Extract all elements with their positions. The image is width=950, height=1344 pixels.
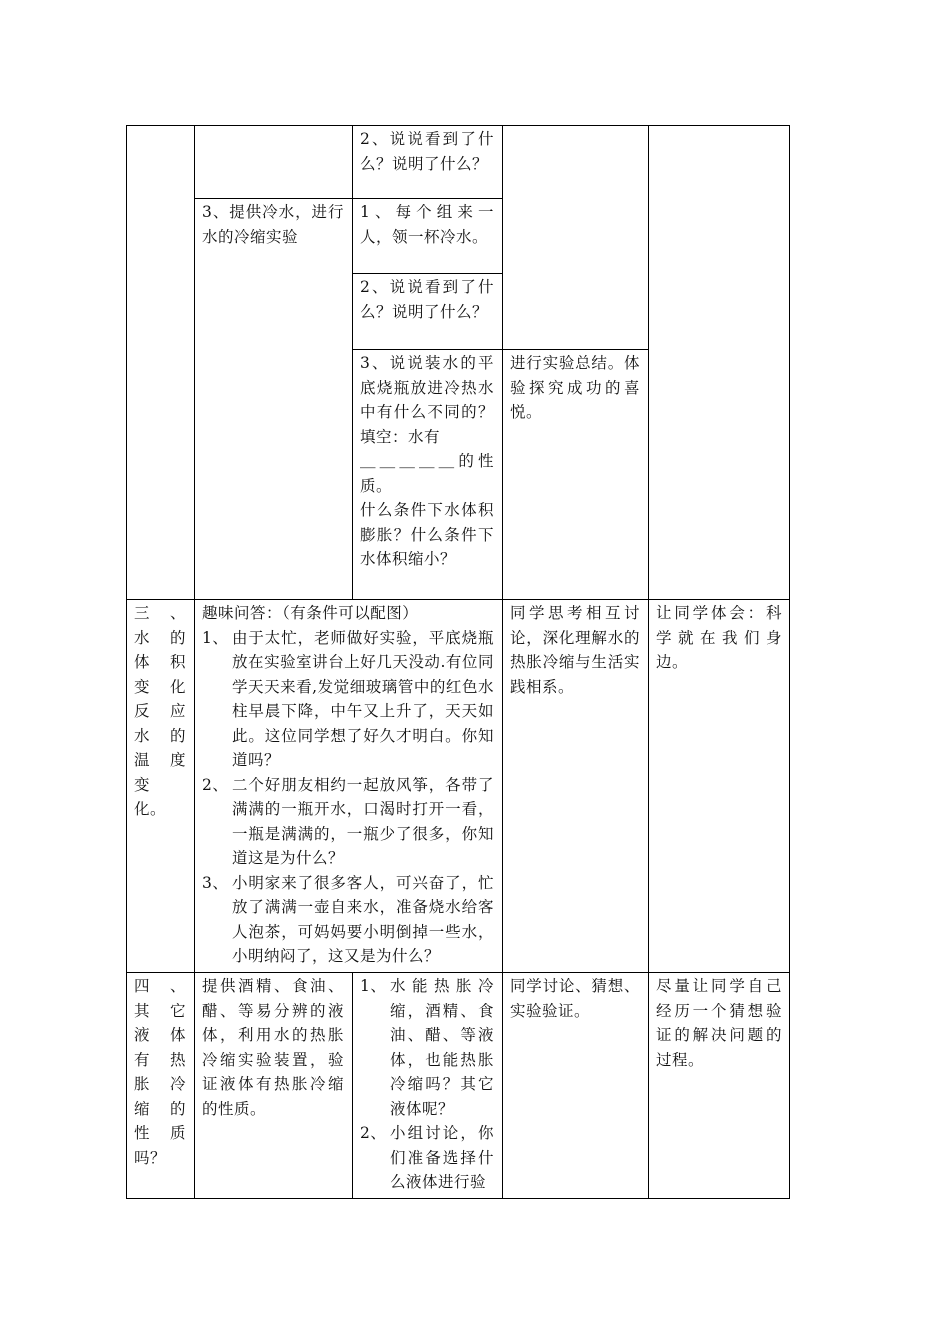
section-title-line: 液 体: [134, 1026, 186, 1044]
student-activity-look-2: [360, 275, 494, 324]
question-item: [202, 871, 494, 969]
student-guess-cell: [510, 974, 640, 1023]
teacher-liquids-text: 提供酒精、食油、醋、等易分辨的液体，利用水的热胀冷缩实验装置，验证液体有热胀冷缩的性质。: [202, 977, 344, 1118]
student-discussion-cell: [510, 601, 640, 699]
section-title-line: 吗？: [134, 1148, 167, 1167]
section-title-line: 三 、: [134, 604, 186, 622]
student-step-item: [360, 974, 494, 1121]
table-top-border: [126, 125, 790, 126]
section-title-line: 缩 的: [134, 1099, 186, 1118]
summary-text: 进行实验总结。体验探究成功的喜悦。: [510, 354, 640, 421]
step-text: 小组讨论，你们准备选择什么液体进行验: [390, 1124, 494, 1191]
row-divider: [194, 198, 502, 199]
question-text: 二个好朋友相约一起放风筝，各带了满满的一瓶开水，口渴时打开一看，一瓶是满满的，一瓶少了很多，你知道这是为什么？: [232, 775, 494, 867]
row-divider: [126, 972, 790, 973]
col-border: [126, 125, 127, 1199]
teacher-activity-cold-water: [202, 200, 344, 249]
section-title-line: 有 热: [134, 1050, 186, 1069]
section-title-line: 变: [134, 775, 151, 794]
student-activity-fetch-water: [360, 200, 494, 249]
student-liquids-cell: [360, 974, 494, 1195]
fun-questions-intro: 趣味问答：（有条件可以配图）: [202, 604, 419, 622]
section-title-line: 其 它: [134, 1001, 186, 1020]
question-text: 小明家来了很多客人，可兴奋了，忙放了满满一壶自来水，准备烧水给客人泡茶，可妈妈要小明倒掉一些水，小明纳闷了，这又是为什么？: [232, 873, 494, 965]
design-intent-text: 让同学体会：科学就在我们身边。: [656, 604, 782, 671]
step-number: 2、: [360, 1124, 387, 1142]
section-four-title: [134, 974, 186, 1170]
col-border: [352, 972, 353, 1199]
student-activity-text: 1、每个组来一人，领一杯冷水。: [360, 203, 494, 246]
question-item: [202, 626, 494, 773]
question-text: 由于太忙，老师做好实验，平底烧瓶放在实验室讲台上好几天没动.有位同学天天来看,发觉细玻璃管中的红色水柱早晨下降，中午又上升了，天天如此。这位同学想了好久才明白。你知道吗？: [232, 628, 494, 769]
section-title-line: 变 化: [134, 677, 186, 696]
student-activity-text: 2、说说看到了什么？说明了什么？: [360, 278, 494, 321]
row-divider: [126, 599, 790, 600]
section-title-line: 水 的: [134, 628, 186, 647]
student-step-item: [360, 1121, 494, 1195]
fun-questions-cell: [202, 601, 494, 969]
col-border: [648, 125, 649, 1199]
table-bottom-border: [126, 1198, 790, 1199]
student-activity-look: [360, 127, 494, 176]
summary-cell: [510, 351, 640, 425]
col-border: [194, 125, 195, 1199]
design-intent-cell: [656, 601, 782, 675]
col-border: [502, 125, 503, 1199]
teacher-liquids-cell: [202, 974, 344, 1121]
student-discussion-text: 同学思考相互讨论，深化理解水的热胀冷缩与生活实践相系。: [510, 604, 640, 696]
question-number: 1、: [202, 628, 229, 647]
section-title-line: 水 的: [134, 726, 186, 745]
step-number: 1、: [360, 977, 387, 995]
fill-blank-line: ＿＿＿＿＿的性质。: [360, 452, 494, 495]
section-title-line: 体 积: [134, 653, 186, 671]
section-title-line: 性 质: [134, 1124, 186, 1142]
student-activity-text: 3、说说装水的平底烧瓶放进冷热水中有什么不同的？填空：水有: [360, 354, 494, 446]
section-title-line: 化。: [134, 800, 167, 818]
student-activity-text: 2、说说看到了什么？说明了什么？: [360, 130, 494, 173]
question-number: 3、: [202, 873, 229, 892]
col-border: [352, 125, 353, 600]
student-activity-question: 什么条件下水体积膨胀？什么条件下水体积缩小？: [360, 501, 494, 568]
question-item: [202, 773, 494, 871]
design-intent-cell-2: [656, 974, 782, 1072]
section-title-line: 反 应: [134, 702, 186, 720]
student-guess-text: 同学讨论、猜想、实验验证。: [510, 977, 640, 1020]
section-title-line: 温 度: [134, 751, 186, 769]
question-number: 2、: [202, 775, 229, 794]
student-activity-compare: [360, 351, 494, 572]
row-divider: [352, 273, 502, 274]
section-three-title: [134, 601, 186, 822]
section-title-line: 胀 冷: [134, 1075, 186, 1093]
section-title-line: 四 、: [134, 977, 186, 995]
col-border: [789, 125, 790, 1199]
step-text: 水能热胀冷缩，酒精、食油、醋、等液体，也能热胀冷缩吗？其它液体呢？: [390, 977, 494, 1118]
design-intent-text: 尽量让同学自己经历一个猜想验证的解决问题的过程。: [656, 977, 782, 1069]
teacher-activity-text: 3、提供冷水，进行水的冷缩实验: [202, 203, 344, 246]
row-divider: [352, 349, 648, 350]
